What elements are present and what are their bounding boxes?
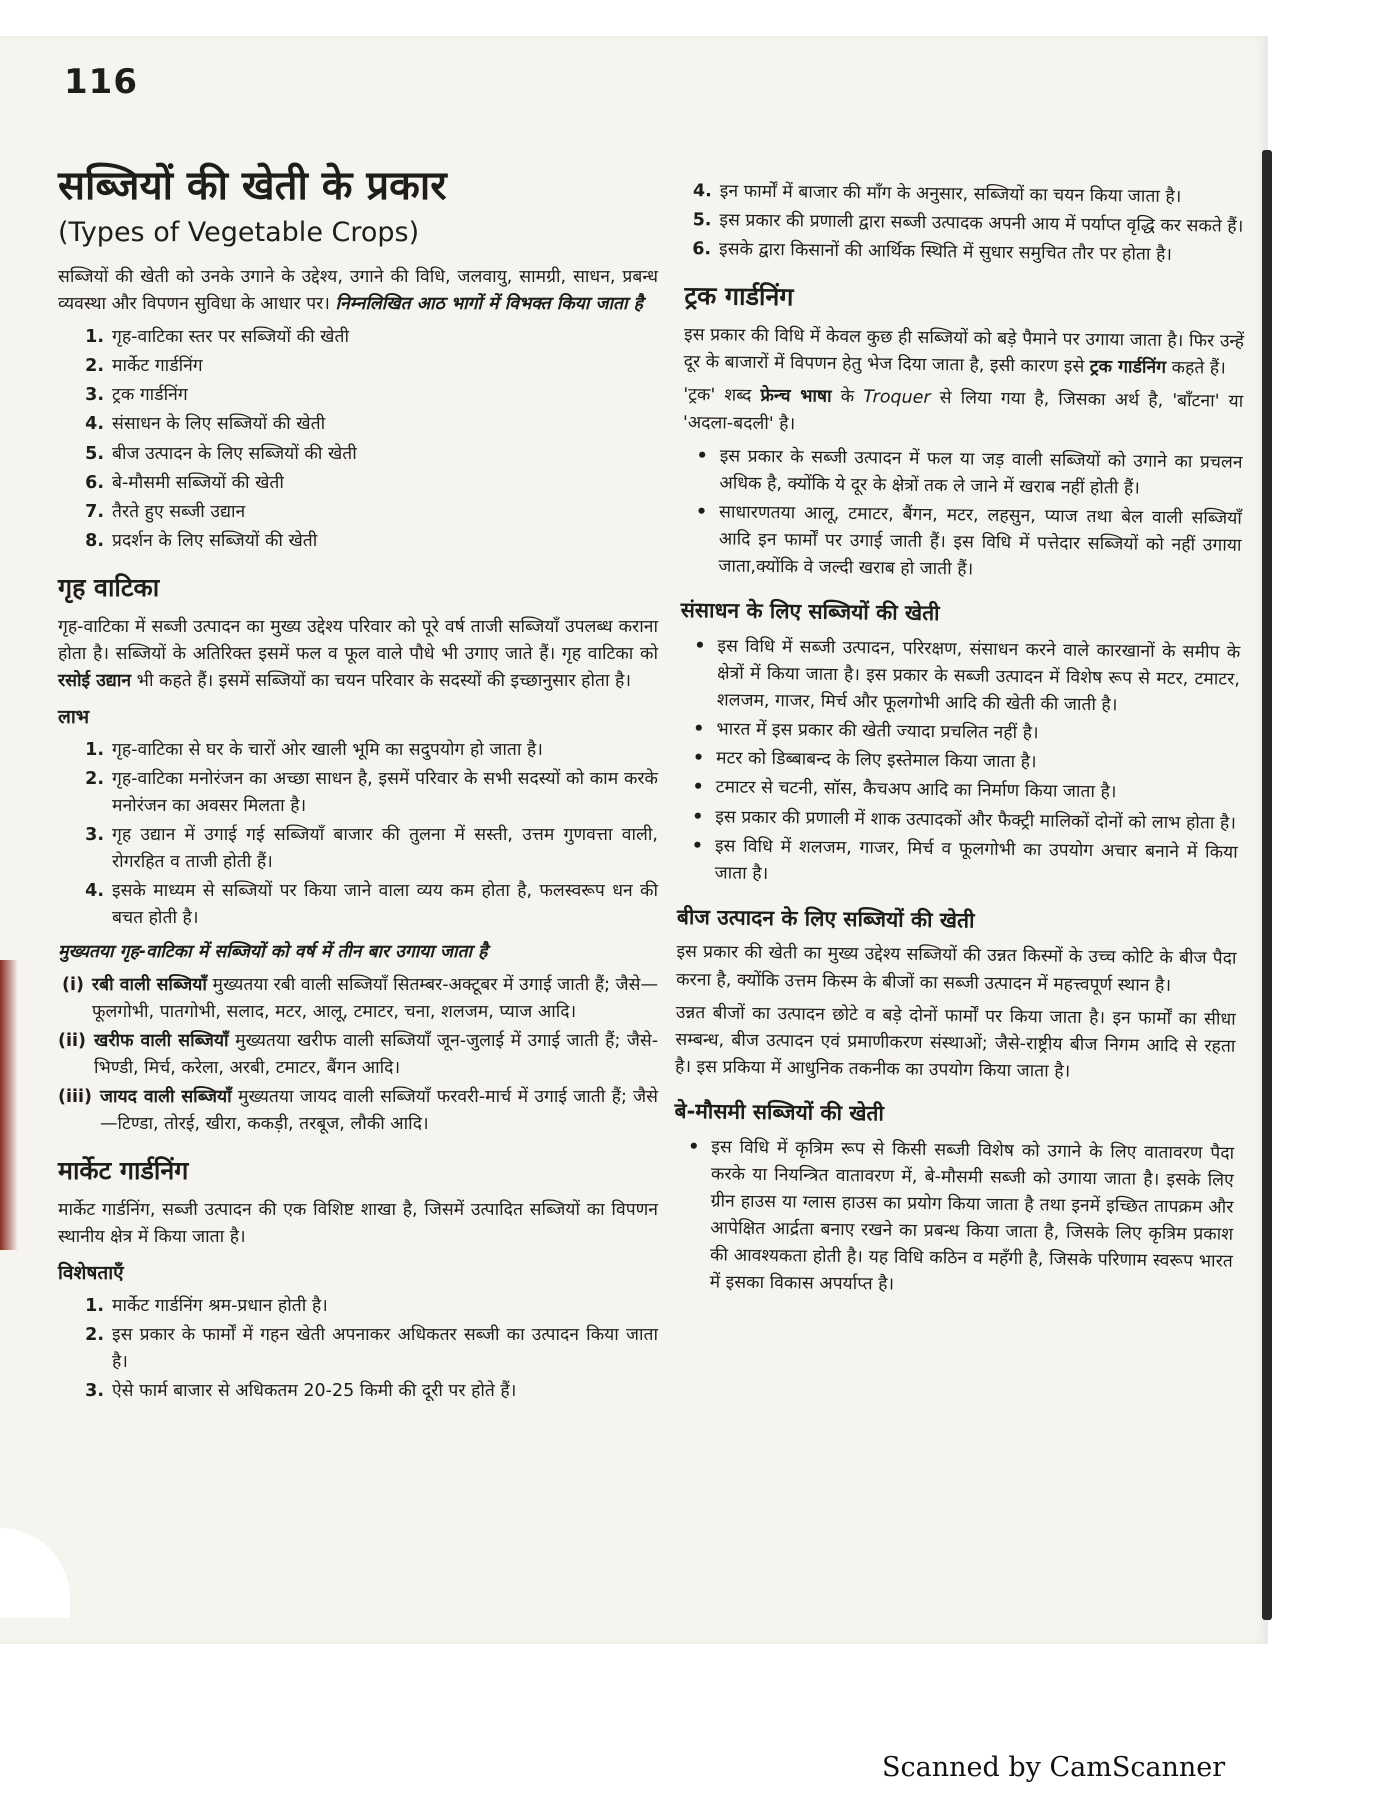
bullet-item [672, 1134, 1234, 1304]
benefits-heading: लाभ [58, 706, 90, 729]
market-gardening-paragraph: मार्केट गार्डनिंग, सब्जी उत्पादन की एक विशिष्ट शाखा है, जिसमें उत्पादित सब्जियों का विपणन स्थानीय क्षेत्र में किया जाता है। [58, 1200, 658, 1248]
list-item [78, 766, 658, 820]
bullet-item [678, 804, 1238, 838]
item-number: 8. [85, 530, 104, 551]
list-item [58, 1084, 658, 1138]
item-number: 4. [85, 414, 104, 435]
list-item [78, 737, 658, 764]
item-text: बे-मौसमी सब्जियों की खेती [112, 472, 284, 493]
list-item [78, 441, 658, 468]
item-text: इन फार्मों में बाजार की माँग के अनुसार, सब्जियों का चयन किया जाता है। [719, 181, 1182, 208]
item-text: मटर को डिब्बाबन्द के लिए इस्तेमाल किया जाता है। [715, 748, 1037, 773]
season-name: जायद वाली सब्जियाँ [100, 1087, 232, 1108]
paragraph-text: भी कहते हैं। इसमें सब्जियों का चयन परिवार के सदस्यों की इच्छानुसार होता है। [136, 671, 631, 692]
section-heading-seed-production: बीज उत्पादन के लिए सब्जियों की खेती [676, 904, 975, 933]
item-text: इस प्रकार की प्रणाली द्वारा सब्जी उत्पादक अपनी आय में पर्याप्त वृद्धि कर सकते हैं। [719, 210, 1244, 237]
seed-production-paragraph-2: उन्नत बीजों का उत्पादन छोटे व बड़े दोनों फार्मों पर किया जाता है। इन फार्मों का सीधा सम्बन्ध, बीज उत्पादन एवं प्रमाणीकरण संस्थाओं; जैसे-राष्ट्रीय बीज निगम आदि से रहता है। इस प्रकिया में आधुनिक तकनीक का उपयोग किया जाता है। [674, 1002, 1236, 1082]
item-text: इस विधि में सब्जी उत्पादन, परिरक्षण, संसाधन करने वाले कारखानों के समीप के क्षेत्रों में किया जाता है। इस प्रकार के सब्जी उत्पादन में विशेष रूप से मटर, टमाटर, शलजम, गाजर, मिर्च और फूलगोभी आदि की खेती की जाती है। [716, 636, 1241, 716]
item-number: 5. [692, 210, 712, 231]
list-item [78, 1293, 658, 1320]
item-text: गृह-वाटिका मनोरंजन का अच्छा साधन है, इसमें परिवार के सभी सदस्यों को काम करके मनोरंजन का अवसर मिलता है। [112, 768, 658, 816]
truck-gardening-paragraph-1 [684, 322, 1245, 383]
section-heading-market-gardening: मार्केट गार्डनिंग [58, 1156, 189, 1186]
item-number: 3. [85, 825, 104, 846]
item-text: मार्केट गार्डनिंग श्रम-प्रधान होती है। [112, 1295, 328, 1316]
bullet-icon: • [692, 777, 704, 798]
right-column [672, 176, 1246, 1309]
bullet-item [679, 745, 1239, 779]
list-item [78, 324, 658, 351]
bold-term: फ्रेन्च भाषा [760, 386, 832, 408]
item-number: 4. [692, 181, 712, 202]
truck-gardening-paragraph-2 [683, 382, 1244, 443]
section-heading-home-garden: गृह वाटिका [58, 573, 160, 603]
item-text: इसके माध्यम से सब्जियों पर किया जाने वाला व्यय कम होता है, फलस्वरूप धन की बचत होती है। [112, 881, 658, 929]
home-garden-paragraph [58, 614, 658, 695]
list-item [78, 499, 658, 526]
item-number: 1. [85, 1295, 104, 1316]
item-text: बीज उत्पादन के लिए सब्जियों की खेती [112, 443, 357, 464]
item-number: 3. [85, 385, 104, 406]
features-heading: विशेषताएँ [58, 1262, 124, 1285]
item-text: तैरते हुए सब्जी उद्यान [112, 501, 246, 522]
item-text: गृह-वाटिका स्तर पर सब्जियों की खेती [112, 327, 350, 348]
paragraph-text: इस प्रकार की विधि में केवल कुछ ही सब्जियों को बड़े पैमाने पर उगाया जाता है। फिर उन्हें दूर के बाजारों में विपणन हेतु भेज दिया जाता है, इसी कारण इसे [683, 325, 1245, 378]
italic-term: Troquer [863, 387, 931, 409]
bullet-item [679, 633, 1240, 721]
list-item [78, 470, 658, 497]
bullet-icon: • [696, 445, 708, 466]
intro-italic-text: निम्नलिखित आठ भागों में विभक्त किया जाता है [335, 293, 643, 314]
item-number: 4. [85, 881, 104, 902]
item-text: भारत में इस प्रकार की खेती ज्यादा प्रचलित नहीं है। [716, 719, 1039, 744]
bullet-icon: • [695, 502, 708, 523]
item-text: इस प्रकार के फार्मों में गहन खेती अपनाकर अधिकतर सब्जी का उत्पादन किया जाता है। [112, 1324, 658, 1373]
list-item [58, 972, 658, 1026]
list-item [78, 878, 658, 932]
bullet-icon: • [692, 806, 704, 827]
benefits-list [58, 737, 658, 933]
bullet-icon: • [691, 835, 704, 856]
bullet-item [682, 443, 1243, 504]
bullet-icon: • [693, 719, 705, 740]
bullet-item [679, 716, 1239, 750]
list-item [78, 353, 658, 380]
item-number: (iii) [58, 1087, 92, 1108]
chapter-title-hindi: सब्जियों की खेती के प्रकार [58, 163, 447, 209]
item-text: साधारणतया आलू, टमाटर, बैंगन, मटर, लहसुन, प्याज तथा बेल वाली सब्जियाँ आदि इन फार्मों पर उगाई जाती हैं। इस विधि में पत्तेदार सब्जियों को नहीं उगाया जाता,क्योंकि वे जल्दी खराब हो जाती हैं। [718, 502, 1242, 580]
item-text: मुख्यतया जायद वाली सब्जियाँ फरवरी-मार्च में उगाई जाती हैं; जैसे—टिण्डा, तोरई, खीरा, ककड़ी, तरबूज, लौकी आदि। [100, 1087, 658, 1135]
list-item [685, 207, 1245, 241]
paragraph-text: 'ट्रक' शब्द [683, 385, 752, 407]
book-spine [1262, 150, 1272, 1620]
item-text: ट्रक गार्डनिंग [112, 385, 188, 406]
list-item [685, 236, 1245, 270]
features-list [58, 1293, 658, 1406]
bullet-item [678, 774, 1238, 808]
list-item [58, 1028, 658, 1082]
paragraph-text: गृह-वाटिका में सब्जी उत्पादन का मुख्य उद्देश्य परिवार को पूरे वर्ष ताजी सब्जियाँ उपलब्ध कराना होता है। सब्जियों के अतिरिक्त इसमें फल व फूल वाले पौधे भी उगाए जाते हैं। गृह वाटिका को [58, 616, 658, 664]
item-number: 2. [85, 768, 104, 789]
seasons-list [58, 972, 658, 1139]
list-item [78, 528, 658, 555]
item-text: मुख्यतया रबी वाली सब्जियाँ सितम्बर-अक्टूबर में उगाई जाती हैं; जैसे—फूलगोभी, पातगोभी, सलाद, मटर, आलू, टमाटर, चना, शलजम, प्याज आदि। [92, 974, 658, 1022]
list-item [78, 1378, 658, 1405]
bullet-item [681, 499, 1242, 587]
item-number: 1. [85, 739, 104, 760]
chapter-title-english: (Types of Vegetable Crops) [58, 217, 420, 248]
truck-gardening-bullets [681, 443, 1243, 587]
left-column [58, 162, 658, 1411]
item-number: 7. [85, 501, 104, 522]
season-name: खरीफ वाली सब्जियाँ [94, 1030, 229, 1051]
item-text: इस प्रकार की प्रणाली में शाक उत्पादकों और फैक्ट्री मालिकों दोनों को लाभ होता है। [715, 806, 1237, 834]
item-text: इसके द्वारा किसानों की आर्थिक स्थिति में सुधार समुचित तौर पर होता है। [718, 239, 1173, 266]
bullet-icon: • [694, 635, 706, 657]
item-number: (i) [62, 974, 84, 995]
item-text: संसाधन के लिए सब्जियों की खेती [112, 414, 326, 435]
list-item [78, 411, 658, 438]
item-number: 3. [85, 1381, 104, 1402]
bullet-icon: • [692, 748, 705, 769]
item-text: इस विधि में कृत्रिम रूप से किसी सब्जी विशेष को उगाने के लिए वातावरण पैदा करके या नियन्त्रित वातावरण में, बे-मौसमी सब्जी को उगाया जाता है। इसके लिए ग्रीन हाउस या ग्लास हाउस का प्रयोग किया जाता है तथा इनमें इच्छित तापक्रम और आपेक्षित आर्द्रता बनाए रखने का प्रबन्ध किया जाता है, जिसके लिए कृत्रिम प्रकाश की आवश्यकता होती है। यह विधि कठिन व महँगी है, जिसके परिणाम स्वरूप भारत में इसका विकास अपर्याप्त है। [709, 1137, 1235, 1295]
item-text: इस प्रकार के सब्जी उत्पादन में फल या जड़ वाली सब्जियों को उगाने का प्रचलन अधिक है, क्योंकि ये दूर के क्षेत्रों तक ले जाने में खराब नहीं होती हैं। [719, 446, 1243, 499]
page-number: 116 [64, 62, 138, 102]
list-item [78, 1322, 658, 1376]
seed-production-paragraph-1: इस प्रकार की खेती का मुख्य उद्देश्य सब्जियों की उन्नत किस्मों के उच्च कोटि के बीज पैदा करना है, क्योंकि उत्तम किस्म के बीजों का सब्जी उत्पादन में महत्त्वपूर्ण स्थान है। [676, 942, 1237, 996]
intro-text: सब्जियों की खेती को उनके उगाने के उद्देश्य, उगाने की विधि, जलवायु, सामग्री, साधन, प्रबन्ध व्यवस्था और विपणन सुविधा के आधार पर। [58, 266, 658, 314]
item-text: गृह-वाटिका से घर के चारों ओर खाली भूमि का सदुपयोग हो जाता है। [112, 739, 543, 760]
item-text: ऐसे फार्म बाजार से अधिकतम 20-25 किमी की दूरी पर होते हैं। [112, 1381, 517, 1402]
intro-paragraph [58, 264, 658, 318]
list-item [78, 382, 658, 409]
paragraph-text: से लिया गया है, जिसका अर्थ है, 'बाँटना' या 'अदला-बदली' है। [682, 388, 1244, 434]
bullet-icon: • [688, 1136, 700, 1157]
item-number: 6. [692, 239, 712, 260]
seasons-intro: मुख्यतया गृह-वाटिका में सब्जियों को वर्ष में तीन बार उगाया जाता है [58, 941, 488, 962]
item-number: 5. [85, 443, 104, 464]
bold-term: रसोई उद्यान [58, 671, 132, 692]
bullet-item [677, 833, 1238, 894]
section-heading-off-season: बे-मौसमी सब्जियों की खेती [674, 1099, 885, 1126]
section-heading-truck-gardening: ट्रक गार्डनिंग [684, 281, 794, 312]
item-number: 6. [85, 472, 104, 493]
types-list [58, 324, 658, 555]
off-season-bullets [672, 1134, 1234, 1304]
page-edge-shadow [0, 960, 18, 1250]
paragraph-text: कहते हैं। [1171, 358, 1226, 379]
item-text: इस विधि में शलजम, गाजर, मिर्च व फूलगोभी का उपयोग अचार बनाने में किया जाता है। [714, 836, 1238, 884]
section-heading-processing: संसाधन के लिए सब्जियों की खेती [680, 598, 940, 626]
item-text: मुख्यतया खरीफ वाली सब्जियाँ जून-जुलाई में उगाई जाती हैं; जैसे-भिण्डी, मिर्च, करेला, अरबी, टमाटर, बैंगन आदि। [94, 1030, 659, 1079]
bold-term: ट्रक गार्डनिंग [1089, 357, 1167, 379]
list-item [78, 822, 658, 876]
item-text: गृह उद्यान में उगाई गई सब्जियाँ बाजार की तुलना में सस्ती, उत्तम गुणवत्ता वाली, रोगरहित व ताजी होती हैं। [112, 825, 658, 873]
item-number: (ii) [58, 1030, 86, 1051]
item-number: 2. [85, 356, 104, 377]
season-name: रबी वाली सब्जियाँ [92, 974, 207, 995]
item-text: टमाटर से चटनी, सॉस, कैचअप आदि का निर्माण किया जाता है। [715, 777, 1117, 803]
scanner-watermark: Scanned by CamScanner [882, 1752, 1226, 1783]
item-number: 1. [85, 327, 104, 348]
item-text: प्रदर्शन के लिए सब्जियों की खेती [112, 530, 318, 551]
processing-bullets [677, 633, 1240, 894]
item-text: मार्केट गार्डनिंग [112, 356, 203, 377]
features-list-continued [685, 178, 1246, 270]
item-number: 2. [85, 1324, 104, 1345]
paragraph-text: के [840, 387, 855, 408]
list-item [686, 178, 1246, 212]
